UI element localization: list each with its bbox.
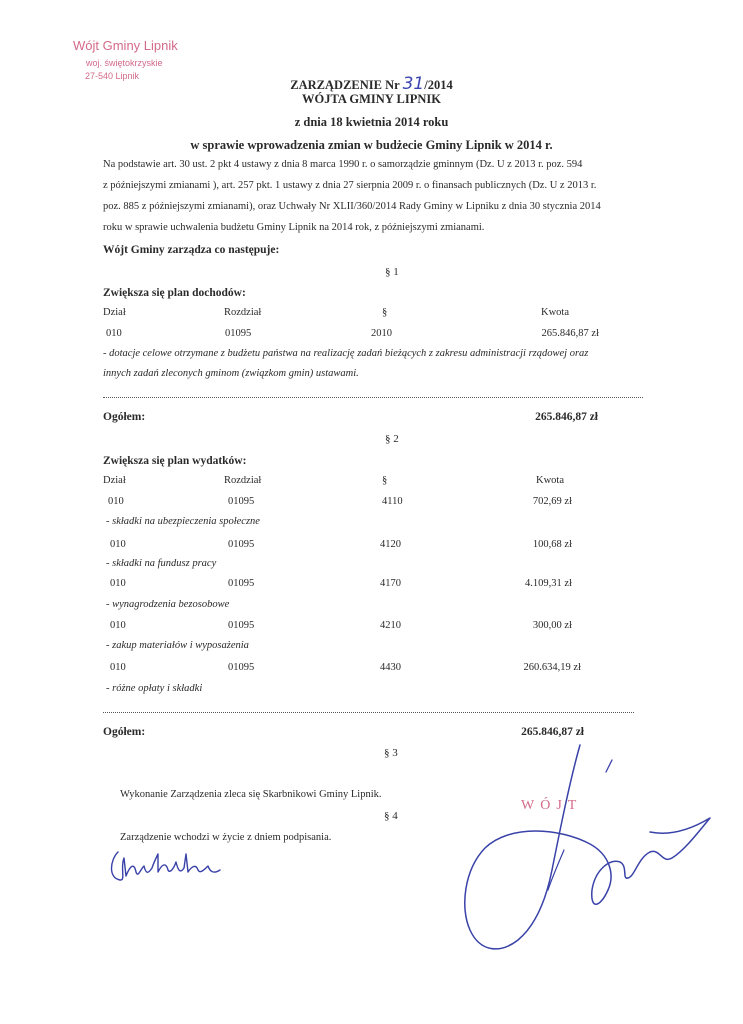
expense-kwota: 100,68 zł (532, 539, 572, 550)
income-kwota: 265.846,87 zł (541, 328, 599, 339)
stamp-voivodeship: woj. świętokrzyskie (86, 58, 163, 68)
expense-rozdzial: 01095 (228, 620, 255, 631)
section-1-total-value: 265.846,87 zł (535, 411, 598, 423)
col-header-paragraf: § (382, 307, 388, 318)
expense-dzial: 010 (110, 662, 126, 673)
document-title (0, 74, 743, 94)
authority-title: WÓJTA GMINY LIPNIK (302, 92, 441, 106)
expense-kwota: 260.634,19 zł (523, 662, 581, 673)
expense-paragraf: 4210 (380, 620, 401, 631)
col-header-dzial: Dział (103, 475, 126, 486)
expense-rozdzial: 01095 (228, 539, 255, 550)
expense-description: - wynagrodzenia bezosobowe (106, 599, 230, 610)
expense-description: - składki na ubezpieczenia społeczne (106, 516, 260, 527)
section-2-heading: Zwiększa się plan wydatków: (103, 455, 247, 467)
section-1-sign: § 1 (385, 266, 399, 278)
col-header-kwota: Kwota (536, 475, 564, 486)
preamble (103, 154, 663, 238)
expense-dzial: 010 (110, 539, 126, 550)
title-prefix: ZARZĄDZENIE Nr (290, 78, 400, 92)
expense-rozdzial: 01095 (228, 496, 255, 507)
document-date: z dnia 18 kwietnia 2014 roku (294, 115, 449, 129)
section-2-total-value: 265.846,87 zł (521, 726, 584, 738)
separator-dotted (103, 712, 634, 713)
expense-paragraf: 4430 (380, 662, 401, 673)
income-description-line2: innych zadań zleconych gminom (związkom gmin) ustawami. (103, 368, 359, 379)
section-3-sign: § 3 (384, 747, 398, 759)
decree-statement: Wójt Gminy zarządza co następuje: (103, 244, 280, 256)
separator-dotted (103, 397, 643, 398)
mayor-stamp-word: WÓJT (521, 798, 583, 813)
title-suffix: /2014 (424, 78, 453, 92)
expense-paragraf: 4110 (382, 496, 403, 507)
income-rozdzial: 01095 (225, 328, 252, 339)
expense-description: - składki na fundusz pracy (106, 558, 217, 569)
section-1-total-label: Ogółem: (103, 411, 146, 423)
expense-rozdzial: 01095 (228, 578, 255, 589)
stamp-office-name: Wójt Gminy Lipnik (73, 38, 178, 53)
expense-description: - różne opłaty i składki (106, 683, 203, 694)
section-3-text: Wykonanie Zarządzenia zleca się Skarbnikowi Gminy Lipnik. (120, 789, 382, 800)
expense-description: - zakup materiałów i wyposażenia (106, 640, 249, 651)
expense-dzial: 010 (110, 620, 126, 631)
expense-dzial: 010 (110, 578, 126, 589)
preamble-line: poz. 885 z późniejszymi zmianami), oraz Uchwały Nr XLII/360/2014 Rady Gminy w Lipniku z dnia 30 stycznia 2014 (103, 201, 601, 212)
col-header-rozdzial: Rozdział (224, 475, 262, 486)
expense-dzial: 010 (108, 496, 124, 507)
document-subject: w sprawie wprowadzenia zmian w budżecie Gminy Lipnik w 2014 r. (190, 138, 553, 152)
col-header-rozdzial: Rozdział (224, 307, 262, 318)
col-header-paragraf: § (382, 475, 388, 486)
mayor-signature (440, 740, 730, 990)
expense-paragraf: 4120 (380, 539, 401, 550)
expense-kwota: 702,69 zł (532, 496, 572, 507)
col-header-kwota: Kwota (541, 307, 569, 318)
expense-kwota: 300,00 zł (532, 620, 572, 631)
income-paragraf: 2010 (371, 328, 392, 339)
preamble-line: Na podstawie art. 30 ust. 2 pkt 4 ustawy z dnia 8 marca 1990 r. o samorządzie gminnym (Dz. U z 2013 r. poz. 594 (103, 159, 583, 170)
section-2-sign: § 2 (385, 433, 399, 445)
expense-kwota: 4.109,31 zł (525, 578, 572, 589)
section-4-sign: § 4 (384, 810, 398, 822)
income-dzial: 010 (106, 328, 122, 339)
preamble-line: roku w sprawie uchwalenia budżetu Gminy Lipnik na 2014 rok, z późniejszymi zmianami. (103, 222, 485, 233)
section-4-text: Zarządzenie wchodzi w życie z dniem podpisania. (120, 832, 332, 843)
col-header-dzial: Dział (103, 307, 126, 318)
decree-number: 31 (402, 74, 425, 94)
preamble-line: z późniejszymi zmianami ), art. 257 pkt. 1 ustawy z dnia 27 sierpnia 2009 r. o finansach publicznych (Dz. U z 2013 r. (103, 180, 597, 191)
income-description-line1: - dotacje celowe otrzymane z budżetu państwa na realizację zadań bieżących z zakresu administracji rządowej oraz (103, 348, 589, 359)
stamp-postal-address: 27-540 Lipnik (85, 71, 140, 81)
section-1-heading: Zwiększa się plan dochodów: (103, 287, 246, 299)
section-2-total-label: Ogółem: (103, 726, 146, 738)
expense-paragraf: 4170 (380, 578, 401, 589)
expense-rozdzial: 01095 (228, 662, 255, 673)
treasurer-signature (100, 840, 240, 890)
